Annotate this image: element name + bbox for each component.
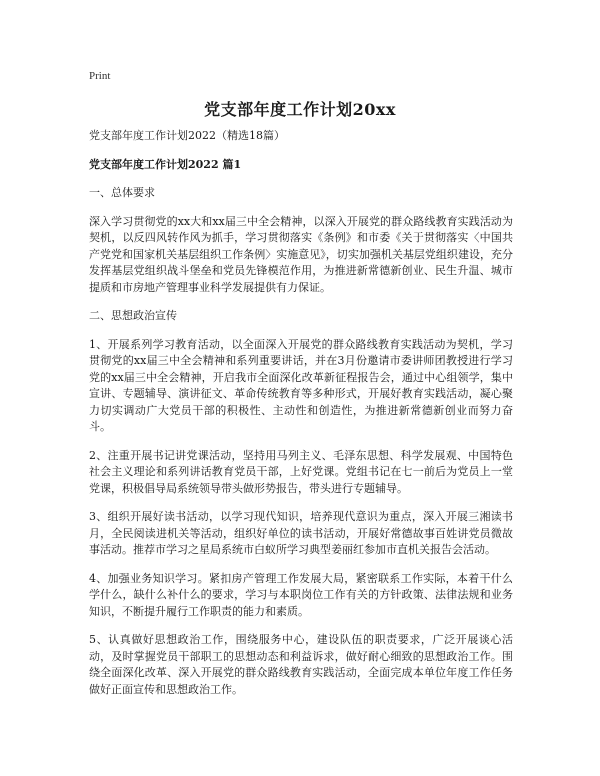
heading-ideological-publicity: 二、思想政治宣传 xyxy=(89,309,177,322)
paragraph-item-3: 3、组织开展好读书活动，以学习现代知识，培养现代意识为重点，深入开展三湘读书月，全民阅读进机关等活动，组织好单位的读书活动，开展好常德故事百姓讲党员微故事活动。推荐市学习之星局系统市白蚁所学习典型姜丽红参加市直机关报告会活动。 xyxy=(89,510,513,556)
document-body xyxy=(89,128,513,710)
section-title: 党支部年度工作计划2022 篇1 xyxy=(89,157,242,171)
paragraph-item-4: 4、加强业务知识学习。紧扣房产管理工作发展大局，紧密联系工作实际，本着干什么学什么，缺什么补什么的要求，学习与本职岗位工作有关的方针政策、法律法规和业务知识，不断提升履行工作职责的能力和素质。 xyxy=(89,571,513,618)
page-title: 党支部年度工作计划20xx xyxy=(204,100,396,119)
paragraph-item-5: 5、认真做好思想政治工作，围绕服务中心，建设队伍的职责要求，广泛开展谈心活动，及时掌握党员干部职工的思想动态和利益诉求，做好耐心细致的思想政治工作。围绕全面深化改革、深入开展党的群众路线教育实践活动，全面完成本单位年度工作任务做好正面宣传和思想政治工作。 xyxy=(89,633,513,696)
heading-general-requirements: 一、总体要求 xyxy=(89,186,155,199)
print-label[interactable]: Print xyxy=(89,70,111,82)
paragraph-item-2: 2、注重开展书记讲党课活动，坚持用马列主义、毛泽东思想、科学发展观、中国特色社会主义理论和系列讲话教育党员干部，上好党课。党组书记在七一前后为党员上一堂党课，积极倡导局系统领导带头做形势报告，带头进行专题辅导。 xyxy=(89,448,513,495)
paragraph-general-requirements: 深入学习贯彻党的xx大和xx届三中全会精神，以深入开展党的群众路线教育实践活动为契机，以反四风转作风为抓手，学习贯彻落实《条例》和市委《关于贯彻落实〈中国共产党党和国家机关基层组织工作条例〉实施意见》，切实加强机关基层党组织建设，充分发挥基层党组织战斗堡垒和党员先锋模范作用，为推进新常德新创业、民生升温、城市提质和市房地产管理事业科学发展提供有力保证。 xyxy=(89,214,513,294)
paragraph-item-1: 1、开展系列学习教育活动，以全面深入开展党的群众路线教育实践活动为契机，学习贯彻党的xx届三中全会精神和系列重要讲话，并在3月份邀请市委讲师团教授进行学习党的xx届三中全会精神，开启我市全面深化改革新征程报告会，通过中心组领学，集中宣讲、专题辅导、演讲征文、革命传统教育等多种形式，开展好教育实践活动，凝心聚力切实调动广大党员干部的积极性、主动性和创造性，为推进新常德新创业而努力奋斗。 xyxy=(89,337,513,433)
document-subtitle: 党支部年度工作计划2022（精选18篇） xyxy=(89,129,285,142)
